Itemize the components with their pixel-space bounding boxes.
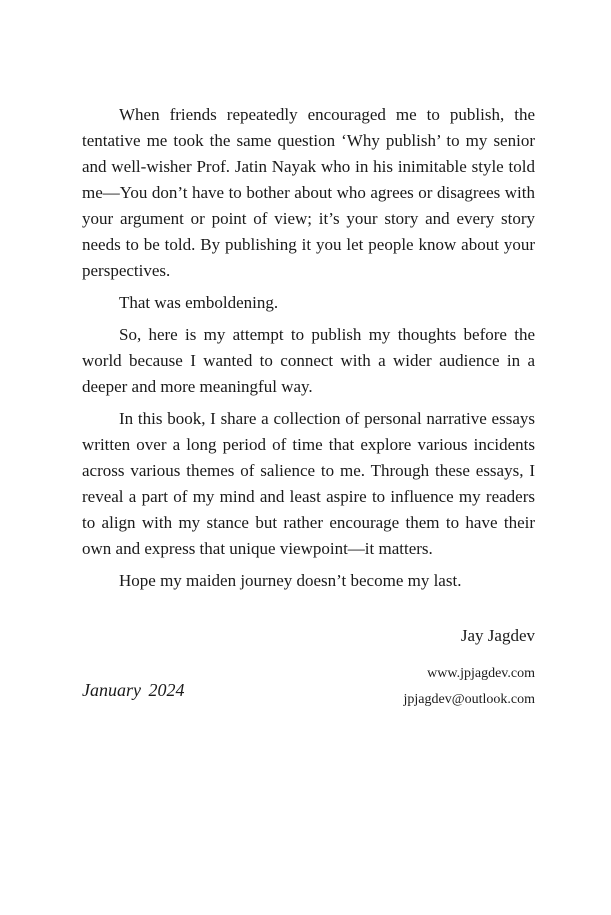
preface-body [82, 102, 535, 600]
email-link[interactable]: jpjagdev@outlook.com [403, 692, 535, 707]
contact-block [404, 661, 535, 713]
date-line: January 2024 [82, 680, 185, 700]
paragraph-3: So, here is my attempt to publish my thoughts before the world because I wanted to connect with a wider audience in a deeper and more meaningful way. [82, 325, 535, 396]
paragraph-4: In this book, I share a collection of personal narrative essays written over a long period of time that explore various incidents across various themes of salience to me. Through these essays, I reveal a part of my mind and least aspire to influence my readers to align with my stance but rather encourage them to have their own and express that unique viewpoint—it matters. [82, 409, 535, 558]
website-link[interactable]: www.jpjagdev.com [427, 666, 535, 681]
paragraph-1: When friends repeatedly encouraged me to publish, the tentative me took the same question ‘Why publish’ to my senior and well-wisher Prof. Jatin Nayak who in his inimitable style told me—You don’t have to bother about who agrees or disagrees with your argument or point of view; it’s your story and every story needs to be told. By publishing it you let people know about your perspectives. [82, 105, 535, 280]
paragraph-5: Hope my maiden journey doesn’t become my last. [119, 571, 462, 590]
author-signature: Jay Jagdev [460, 626, 535, 645]
paragraph-2: That was emboldening. [119, 293, 279, 312]
